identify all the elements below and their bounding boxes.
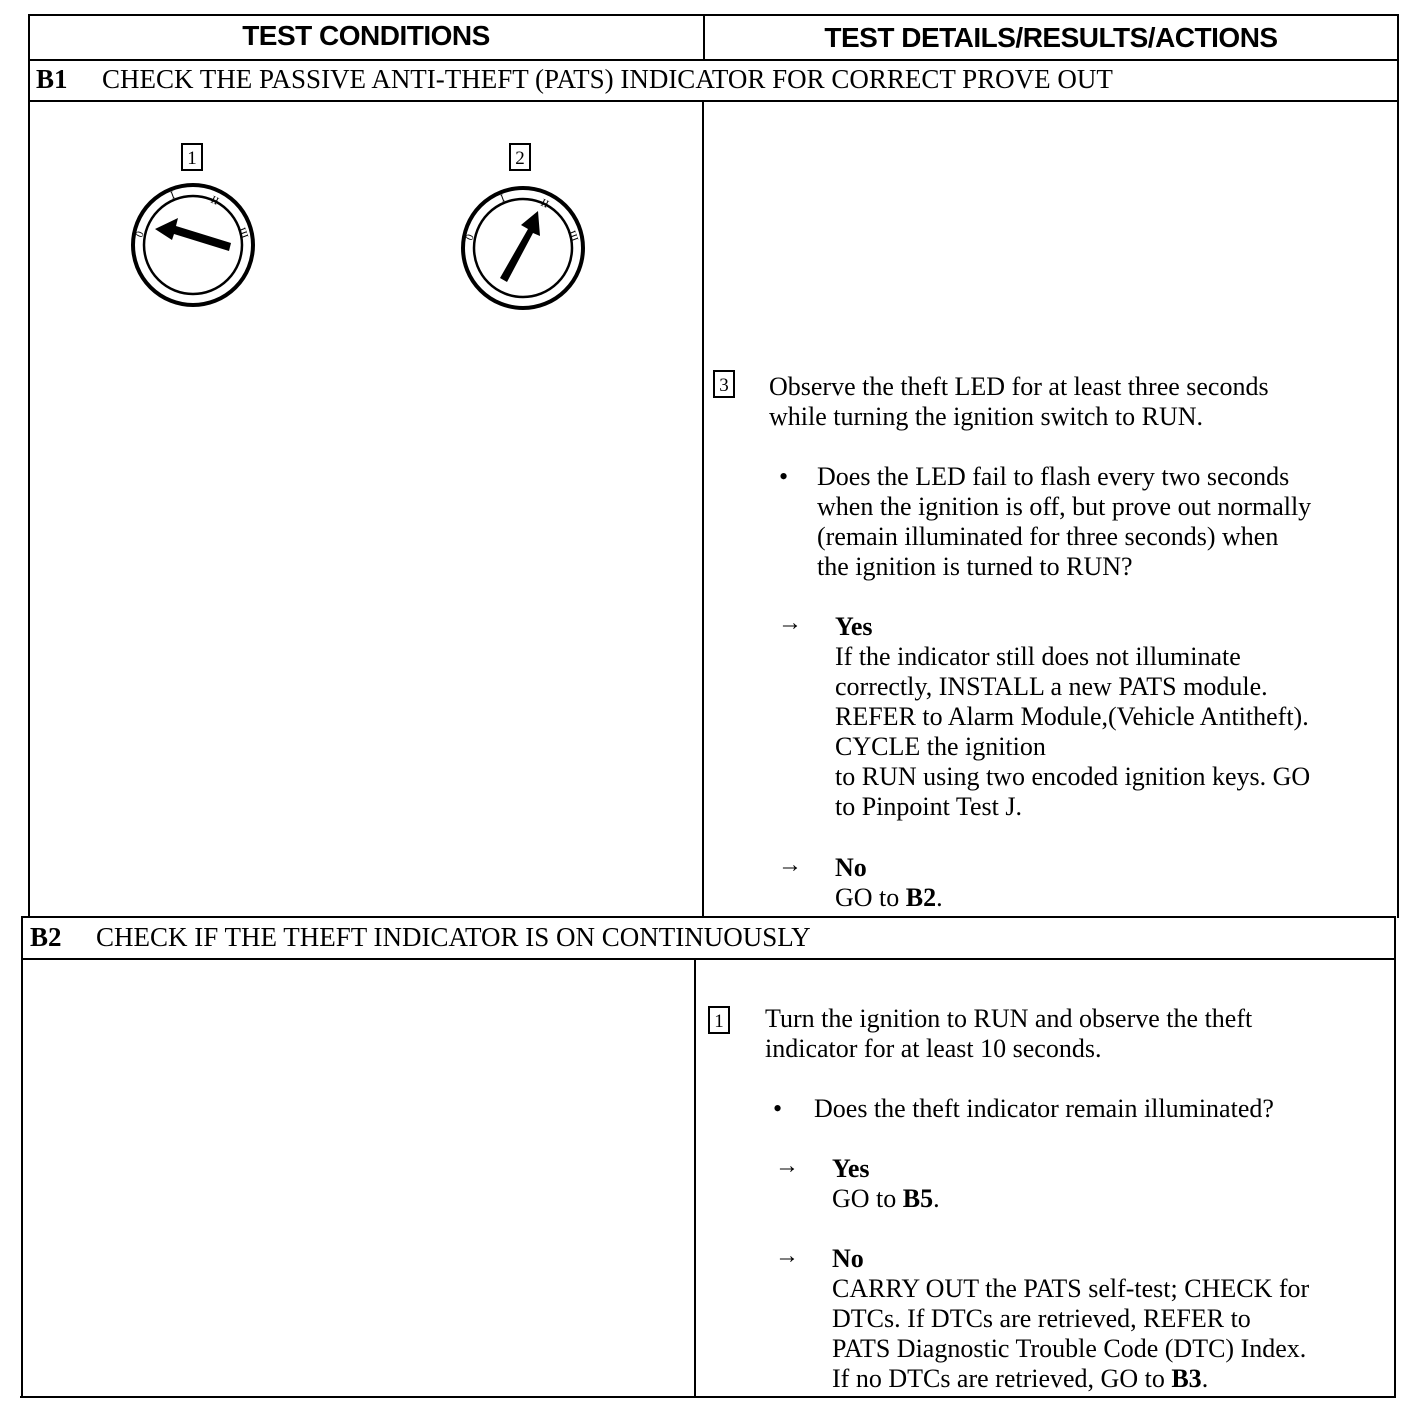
b2-no-line-4: [832, 1364, 1309, 1394]
dial-mark-3: III: [235, 225, 251, 241]
b1-no-end: .: [936, 883, 943, 912]
dial-pointer-run: [500, 211, 540, 282]
right-border-lower: [1394, 916, 1396, 1398]
b1-step-id: B1: [36, 64, 68, 94]
b2-no-block: [832, 1244, 1309, 1394]
dial-mark-1: I: [168, 189, 177, 202]
b2-yes-end: .: [933, 1184, 940, 1213]
b1-yes-line-1: If the indicator still does not illuminate: [835, 642, 1241, 671]
b2-column-divider: [694, 958, 696, 1398]
b1-yes-block: [835, 612, 1310, 822]
b1-question-line-1: Does the LED fail to flash every two seconds: [817, 462, 1290, 491]
b2-no-target-link[interactable]: B3: [1171, 1364, 1202, 1393]
b1-question-text: [817, 462, 1311, 582]
b2-action-line-2: indicator for at least 10 seconds.: [765, 1034, 1102, 1063]
dial-outer-ring: [133, 185, 253, 305]
b1-question-line-4: the ignition is turned to RUN?: [817, 552, 1133, 581]
b1-column-divider: [702, 100, 704, 917]
b2-title-divider: [22, 958, 1396, 960]
b1-action-text: [769, 372, 1269, 432]
dial-pointer-off: [155, 218, 231, 251]
b1-action-line-1: Observe the theft LED for at least three seconds: [769, 372, 1269, 401]
dial-mark-1: I: [498, 192, 507, 205]
b1-no-text: GO to: [835, 883, 900, 912]
b1-no-block: [835, 853, 943, 913]
b1-yes-label: Yes: [835, 612, 873, 641]
b2-step-title: CHECK IF THE THEFT INDICATOR IS ON CONTINUOUSLY: [96, 922, 811, 952]
b1-no-arrow-icon: →: [778, 852, 802, 878]
ignition-dial-off: [128, 182, 258, 308]
b1-title-row: [36, 64, 1113, 95]
b1-no-line: [835, 883, 943, 913]
dial-mark-0: 0: [133, 229, 147, 240]
b2-no-arrow-icon: →: [775, 1243, 799, 1269]
header-test-details: TEST DETAILS/RESULTS/ACTIONS: [824, 22, 1278, 53]
right-border-upper: [1397, 14, 1399, 918]
header-divider: [28, 59, 1398, 61]
table-bottom-border: [20, 1396, 1394, 1398]
b1-step-title: CHECK THE PASSIVE ANTI-THEFT (PATS) INDICATOR FOR CORRECT PROVE OUT: [102, 64, 1113, 94]
b1-question-line-2: when the ignition is off, but prove out normally: [817, 492, 1312, 521]
b2-title-row: [30, 922, 811, 953]
b2-step-id: B2: [30, 922, 62, 952]
b1-yes-line-3: REFER to Alarm Module,(Vehicle Antitheft).: [835, 702, 1309, 731]
left-border-upper: [28, 14, 30, 918]
b1-yes-line-6: to Pinpoint Test J.: [835, 792, 1022, 821]
b1-question-bullet: •: [779, 462, 789, 491]
b1-yes-arrow-icon: →: [778, 610, 802, 636]
b2-action-line-1: Turn the ignition to RUN and observe the theft: [765, 1004, 1253, 1033]
b1-title-divider: [28, 100, 1398, 102]
b1-figure-2-label: 2: [509, 143, 531, 171]
dial-mark-3: III: [565, 228, 581, 244]
b2-no-line-2: DTCs. If DTCs are retrieved, REFER to: [832, 1304, 1251, 1333]
b2-no-last-end: .: [1201, 1364, 1209, 1393]
b2-yes-label: Yes: [832, 1154, 870, 1183]
b2-yes-text: GO to: [832, 1184, 897, 1213]
b2-yes-line: [832, 1184, 940, 1214]
b1-action-line-2: while turning the ignition switch to RUN.: [769, 402, 1204, 431]
b1-no-target-link[interactable]: B2: [905, 883, 937, 912]
header-test-conditions: TEST CONDITIONS: [242, 20, 490, 51]
b1-yes-line-5: to RUN using two encoded ignition keys. GO: [835, 762, 1311, 791]
table-top-border: [28, 14, 1398, 16]
b2-yes-target-link[interactable]: B5: [902, 1184, 934, 1213]
b2-no-label: No: [832, 1244, 864, 1273]
b1-action-number: 3: [713, 370, 735, 398]
b2-no-last-text: If no DTCs are retrieved, GO to: [832, 1364, 1165, 1393]
ignition-dial-run: [458, 185, 588, 311]
b2-no-line-1: CARRY OUT the PATS self-test; CHECK for: [832, 1274, 1310, 1303]
b2-yes-block: [832, 1154, 940, 1214]
b2-action-number: 1: [708, 1006, 730, 1034]
b2-question-text: Does the theft indicator remain illuminated?: [814, 1094, 1274, 1123]
b2-action-text: [765, 1004, 1252, 1064]
b1-bottom-border: [22, 916, 1396, 918]
b2-yes-arrow-icon: →: [775, 1153, 799, 1179]
left-border-lower: [21, 916, 23, 1398]
b1-question-line-3: (remain illuminated for three seconds) when: [817, 522, 1279, 551]
dial-mark-2: II: [538, 196, 551, 211]
b1-figure-1-label: 1: [181, 143, 203, 171]
b1-no-label: No: [835, 853, 867, 882]
dial-mark-0: 0: [463, 232, 477, 243]
b2-no-line-3: PATS Diagnostic Trouble Code (DTC) Index.: [832, 1334, 1307, 1363]
dial-mark-2: II: [208, 193, 221, 208]
b1-yes-line-2: correctly, INSTALL a new PATS module.: [835, 672, 1268, 701]
b2-question-bullet: •: [773, 1094, 783, 1123]
b1-yes-line-4: CYCLE the ignition: [835, 732, 1046, 761]
